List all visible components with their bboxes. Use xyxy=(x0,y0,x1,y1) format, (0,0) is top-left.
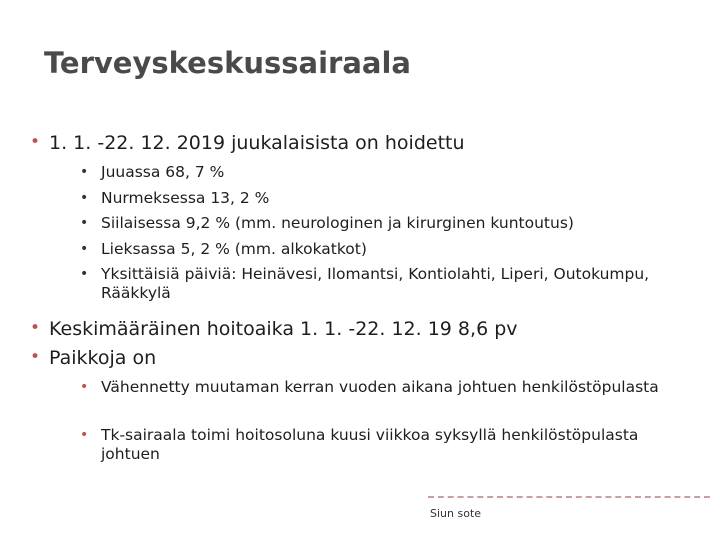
bullet-text: 1. 1. -22. 12. 2019 juukalaisista on hoidettu xyxy=(49,132,465,154)
slide-title: Terveyskeskussairaala xyxy=(44,46,411,80)
sub-bullet-text: Nurmeksessa 13, 2 % xyxy=(101,189,270,207)
sub-bullet-text: Vähennetty muutaman kerran vuoden aikana johtuen henkilöstöpulasta xyxy=(101,378,659,396)
bullet-text: Paikkoja on xyxy=(49,347,157,369)
bullet-dot-icon: • xyxy=(30,318,41,338)
sub-bullet-text: Lieksassa 5, 2 % (mm. alkokatkot) xyxy=(101,240,367,258)
footer-divider xyxy=(428,496,710,498)
bullet-dot-icon: • xyxy=(80,215,89,231)
bullet-dot-icon: • xyxy=(80,241,89,257)
bullet-dot-icon: • xyxy=(80,379,89,395)
sub-bullet-text: Juuassa 68, 7 % xyxy=(101,163,225,181)
bullet-dot-icon: • xyxy=(80,427,89,443)
sub-bullet-text: Siilaisessa 9,2 % (mm. neurologinen ja kirurginen kuntoutus) xyxy=(101,214,574,232)
sub-bullet-text: Yksittäisiä päiviä: Heinävesi, Ilomantsi, Kontiolahti, Liperi, Outokumpu, Rääkkylä xyxy=(101,265,650,302)
bullet-dot-icon: • xyxy=(80,164,89,180)
bullet-dot-icon: • xyxy=(30,347,41,367)
bullet-dot-icon: • xyxy=(30,132,41,152)
bullet-dot-icon: • xyxy=(80,190,89,206)
bullet-dot-icon: • xyxy=(80,266,89,282)
sub-bullet-text: Tk-sairaala toimi hoitosoluna kuusi viikkoa syksyllä henkilöstöpulasta johtuen xyxy=(101,426,639,463)
bullet-text: Keskimääräinen hoitoaika 1. 1. -22. 12. 19 8,6 pv xyxy=(49,318,518,340)
footer-logo-text: Siun sote xyxy=(430,507,482,520)
